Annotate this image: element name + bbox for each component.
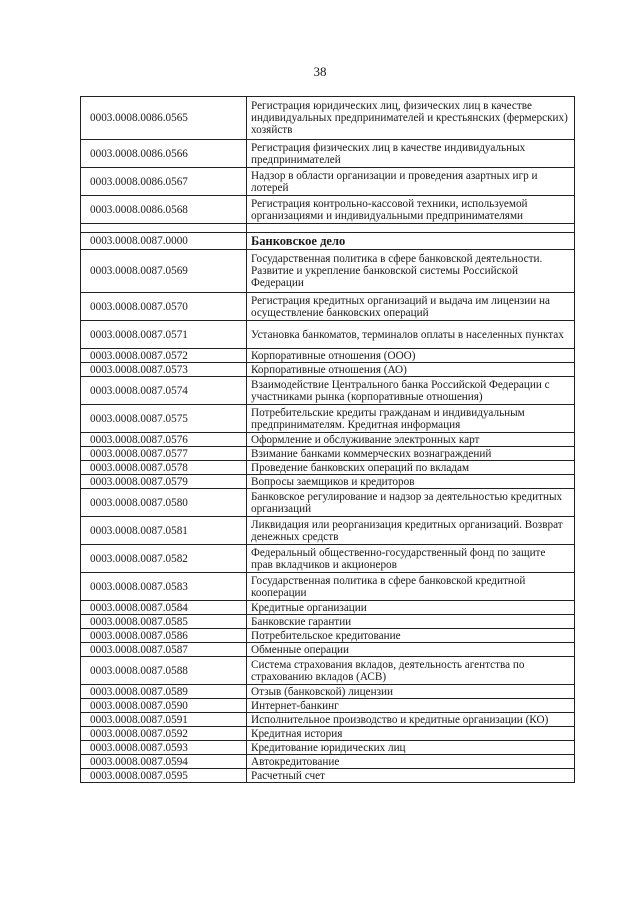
title-cell: Установка банкоматов, терминалов оплаты в населенных пунктах bbox=[247, 321, 575, 349]
table-row bbox=[81, 293, 575, 321]
code-cell: 0003.0008.0087.0583 bbox=[81, 573, 247, 601]
title-cell: Регистрация кредитных организаций и выдача им лицензии на осуществление банковских операций bbox=[247, 293, 575, 321]
table-row bbox=[81, 405, 575, 433]
code-cell: 0003.0008.0087.0594 bbox=[81, 755, 247, 769]
title-cell: Надзор в области организации и проведения азартных игр и лотерей bbox=[247, 168, 575, 196]
table-row bbox=[81, 475, 575, 489]
title-cell: Потребительское кредитование bbox=[247, 629, 575, 643]
table-body bbox=[81, 97, 575, 783]
table-row bbox=[81, 685, 575, 699]
code-cell: 0003.0008.0087.0577 bbox=[81, 447, 247, 461]
code-cell: 0003.0008.0087.0589 bbox=[81, 685, 247, 699]
code-cell: 0003.0008.0087.0591 bbox=[81, 713, 247, 727]
title-cell: Оформление и обслуживание электронных карт bbox=[247, 433, 575, 447]
title-cell: Интернет-банкинг bbox=[247, 699, 575, 713]
title-cell: Банковское дело bbox=[247, 233, 575, 250]
table-row bbox=[81, 699, 575, 713]
table-row bbox=[81, 363, 575, 377]
title-cell: Регистрация физических лиц в качестве индивидуальных предпринимателей bbox=[247, 140, 575, 168]
table-row bbox=[81, 489, 575, 517]
table-row bbox=[81, 250, 575, 293]
code-cell: 0003.0008.0087.0580 bbox=[81, 489, 247, 517]
title-cell: Банковские гарантии bbox=[247, 615, 575, 629]
table-row bbox=[81, 97, 575, 140]
table-row bbox=[81, 168, 575, 196]
title-cell: Корпоративные отношения (АО) bbox=[247, 363, 575, 377]
code-cell: 0003.0008.0087.0569 bbox=[81, 250, 247, 293]
title-cell: Регистрация контрольно-кассовой техники, используемой организациями и индивидуальными предпринимателями bbox=[247, 196, 575, 224]
classifier-table bbox=[80, 96, 575, 783]
code-cell: 0003.0008.0087.0581 bbox=[81, 517, 247, 545]
table-row bbox=[81, 643, 575, 657]
table-row bbox=[81, 545, 575, 573]
table-row bbox=[81, 447, 575, 461]
code-cell: 0003.0008.0087.0582 bbox=[81, 545, 247, 573]
table-row bbox=[81, 601, 575, 615]
table-row bbox=[81, 615, 575, 629]
section-row bbox=[81, 233, 575, 250]
code-cell: 0003.0008.0087.0585 bbox=[81, 615, 247, 629]
title-cell: Взимание банками коммерческих вознаграждений bbox=[247, 447, 575, 461]
title-cell: Регистрация юридических лиц, физических лиц в качестве индивидуальных предпринимателей и крестьянских (фермерских) хозяйств bbox=[247, 97, 575, 140]
code-cell: 0003.0008.0086.0565 bbox=[81, 97, 247, 140]
title-cell: Проведение банковских операций по вкладам bbox=[247, 461, 575, 475]
code-cell: 0003.0008.0087.0592 bbox=[81, 727, 247, 741]
table-row bbox=[81, 713, 575, 727]
table-row bbox=[81, 741, 575, 755]
title-cell: Расчетный счет bbox=[247, 769, 575, 783]
title-cell: Ликвидация или реорганизация кредитных организаций. Возврат денежных средств bbox=[247, 517, 575, 545]
table-row bbox=[81, 196, 575, 224]
table-row bbox=[81, 573, 575, 601]
code-cell: 0003.0008.0087.0573 bbox=[81, 363, 247, 377]
code-cell: 0003.0008.0087.0584 bbox=[81, 601, 247, 615]
title-cell: Взаимодействие Центрального банка Российской Федерации с участниками рынка (корпоративные отношения) bbox=[247, 377, 575, 405]
title-cell: Кредитование юридических лиц bbox=[247, 741, 575, 755]
title-cell: Потребительские кредиты гражданам и индивидуальным предпринимателям. Кредитная информация bbox=[247, 405, 575, 433]
table-row bbox=[81, 657, 575, 685]
code-cell: 0003.0008.0087.0586 bbox=[81, 629, 247, 643]
code-cell: 0003.0008.0086.0567 bbox=[81, 168, 247, 196]
code-cell: 0003.0008.0086.0568 bbox=[81, 196, 247, 224]
title-cell: Государственная политика в сфере банковской деятельности. Развитие и укрепление банковской системы Российской Федерации bbox=[247, 250, 575, 293]
table-row bbox=[81, 140, 575, 168]
code-cell: 0003.0008.0087.0593 bbox=[81, 741, 247, 755]
blank-row bbox=[81, 224, 575, 233]
table-row bbox=[81, 727, 575, 741]
table-row bbox=[81, 769, 575, 783]
title-cell: Государственная политика в сфере банковской кредитной кооперации bbox=[247, 573, 575, 601]
title-cell bbox=[247, 224, 575, 233]
table-row bbox=[81, 349, 575, 363]
title-cell: Кредитные организации bbox=[247, 601, 575, 615]
page-number: 38 bbox=[313, 64, 327, 79]
code-cell: 0003.0008.0087.0590 bbox=[81, 699, 247, 713]
title-cell: Обменные операции bbox=[247, 643, 575, 657]
code-cell: 0003.0008.0087.0578 bbox=[81, 461, 247, 475]
table-row bbox=[81, 461, 575, 475]
title-cell: Автокредитование bbox=[247, 755, 575, 769]
table-row bbox=[81, 517, 575, 545]
code-cell: 0003.0008.0087.0570 bbox=[81, 293, 247, 321]
table-row bbox=[81, 433, 575, 447]
code-cell: 0003.0008.0087.0574 bbox=[81, 377, 247, 405]
table-row bbox=[81, 755, 575, 769]
code-cell: 0003.0008.0087.0000 bbox=[81, 233, 247, 250]
title-cell: Федеральный общественно-государственный фонд по защите прав вкладчиков и акционеров bbox=[247, 545, 575, 573]
table-row bbox=[81, 629, 575, 643]
code-cell: 0003.0008.0087.0572 bbox=[81, 349, 247, 363]
title-cell: Банковское регулирование и надзор за деятельностью кредитных организаций bbox=[247, 489, 575, 517]
code-cell: 0003.0008.0087.0587 bbox=[81, 643, 247, 657]
title-cell: Корпоративные отношения (ООО) bbox=[247, 349, 575, 363]
code-cell: 0003.0008.0086.0566 bbox=[81, 140, 247, 168]
title-cell: Система страхования вкладов, деятельность агентства по страхованию вкладов (АСВ) bbox=[247, 657, 575, 685]
code-cell bbox=[81, 224, 247, 233]
table-row bbox=[81, 377, 575, 405]
code-cell: 0003.0008.0087.0595 bbox=[81, 769, 247, 783]
title-cell: Кредитная история bbox=[247, 727, 575, 741]
title-cell: Исполнительное производство и кредитные организации (КО) bbox=[247, 713, 575, 727]
title-cell: Вопросы заемщиков и кредиторов bbox=[247, 475, 575, 489]
code-cell: 0003.0008.0087.0575 bbox=[81, 405, 247, 433]
table-row bbox=[81, 321, 575, 349]
code-cell: 0003.0008.0087.0571 bbox=[81, 321, 247, 349]
code-cell: 0003.0008.0087.0588 bbox=[81, 657, 247, 685]
code-cell: 0003.0008.0087.0579 bbox=[81, 475, 247, 489]
title-cell: Отзыв (банковской) лицензии bbox=[247, 685, 575, 699]
code-cell: 0003.0008.0087.0576 bbox=[81, 433, 247, 447]
